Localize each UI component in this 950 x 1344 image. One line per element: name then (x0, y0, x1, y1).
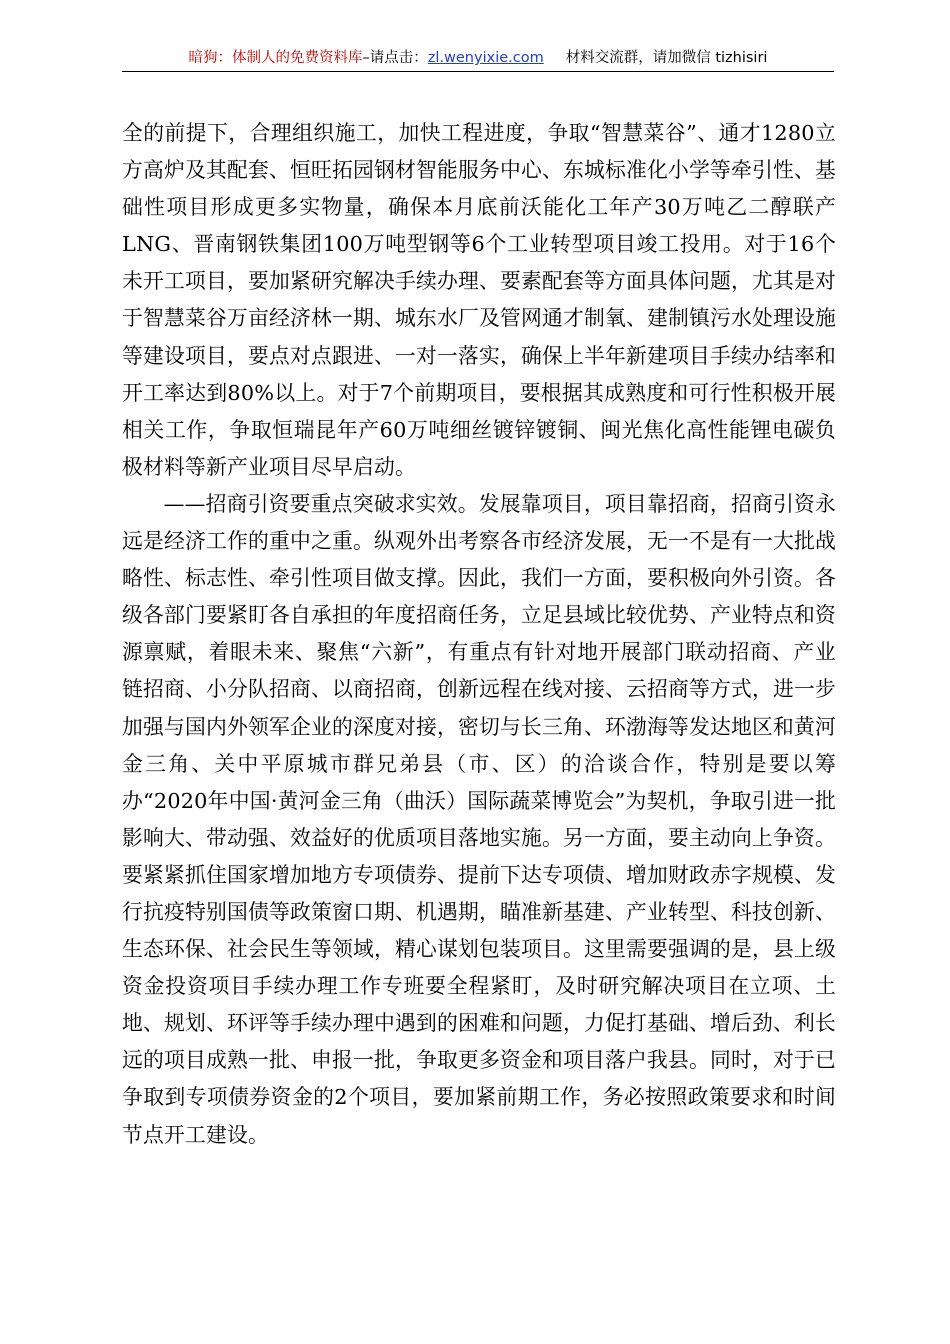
page-header (122, 46, 834, 70)
paragraph-investment: ——招商引资要重点突破求实效。发展靠项目，项目靠招商，招商引资永远是经济工作的重中之重。纵观外出考察各市经济发展，无一不是有一大批战略性、标志性、牵引性项目做支撑。因此，我们一方面，要积极向外引资。各级各部门要紧盯各自承担的年度招商任务，立足县域比较优势、产业特点和资源禀赋，着眼未来、聚焦“六新”，有重点有针对地开展部门联动招商、产业链招商、小分队招商、以商招商，创新远程在线对接、云招商等方式，进一步加强与国内外领军企业的深度对接，密切与长三角、环渤海等发达地区和黄河金三角、关中平原城市群兄弟县（市、区）的洽谈合作，特别是要以筹办“2020年中国·黄河金三角（曲沃）国际蔬菜博览会”为契机，争取引进一批影响大、带动强、效益好的优质项目落地实施。另一方面，要主动向上争资。要紧紧抓住国家增加地方专项债券、提前下达专项债、增加财政赤字规模、发行抗疫特别国债等政策窗口期、机遇期，瞄准新基建、产业转型、科技创新、生态环保、社会民生等领域，精心谋划包装项目。这里需要强调的是，县上级资金投资项目手续办理工作专班要全程紧盯，及时研究解决项目在立项、土地、规划、环评等手续办理中遇到的困难和问题，力促打基础、增后劲、利长远的项目成熟一批、申报一批，争取更多资金和项目落户我县。同时，对于已争取到专项债券资金的2个项目，要加紧前期工作，务必按照政策要求和时间节点开工建设。 (122, 491, 836, 1147)
header-link[interactable]: zl.wenyixie.com (427, 50, 544, 66)
header-divider (122, 71, 834, 72)
header-prompt: –请点击： (362, 50, 428, 66)
header-contact: 材料交流群，请加微信 tizhisiri (565, 50, 768, 66)
header-brand: 暗狗：体制人的免费资料库 (188, 50, 363, 66)
paragraph-continuation: 全的前提下，合理组织施工，加快工程进度，争取“智慧菜谷”、通才1280立方高炉及其配套、恒旺拓园钢材智能服务中心、东城标准化小学等牵引性、基础性项目形成更多实物量，确保本月底前沃能化工年产30万吨乙二醇联产LNG、晋南钢铁集团100万吨型钢等6个工业转型项目竣工投用。对于16个未开工项目，要加紧研究解决手续办理、要素配套等方面具体问题，尤其是对于智慧菜谷万亩经济林一期、城东水厂及管网通才制氧、建制镇污水处理设施等建设项目，要点对点跟进、一对一落实，确保上半年新建项目手续办结率和开工率达到80%以上。对于7个前期项目，要根据其成熟度和可行性积极开展相关工作，争取恒瑞昆年产60万吨细丝镀锌镀铜、闽光焦化高性能锂电碳负极材料等新产业项目尽早启动。 (122, 121, 836, 479)
document-body (122, 115, 836, 1154)
